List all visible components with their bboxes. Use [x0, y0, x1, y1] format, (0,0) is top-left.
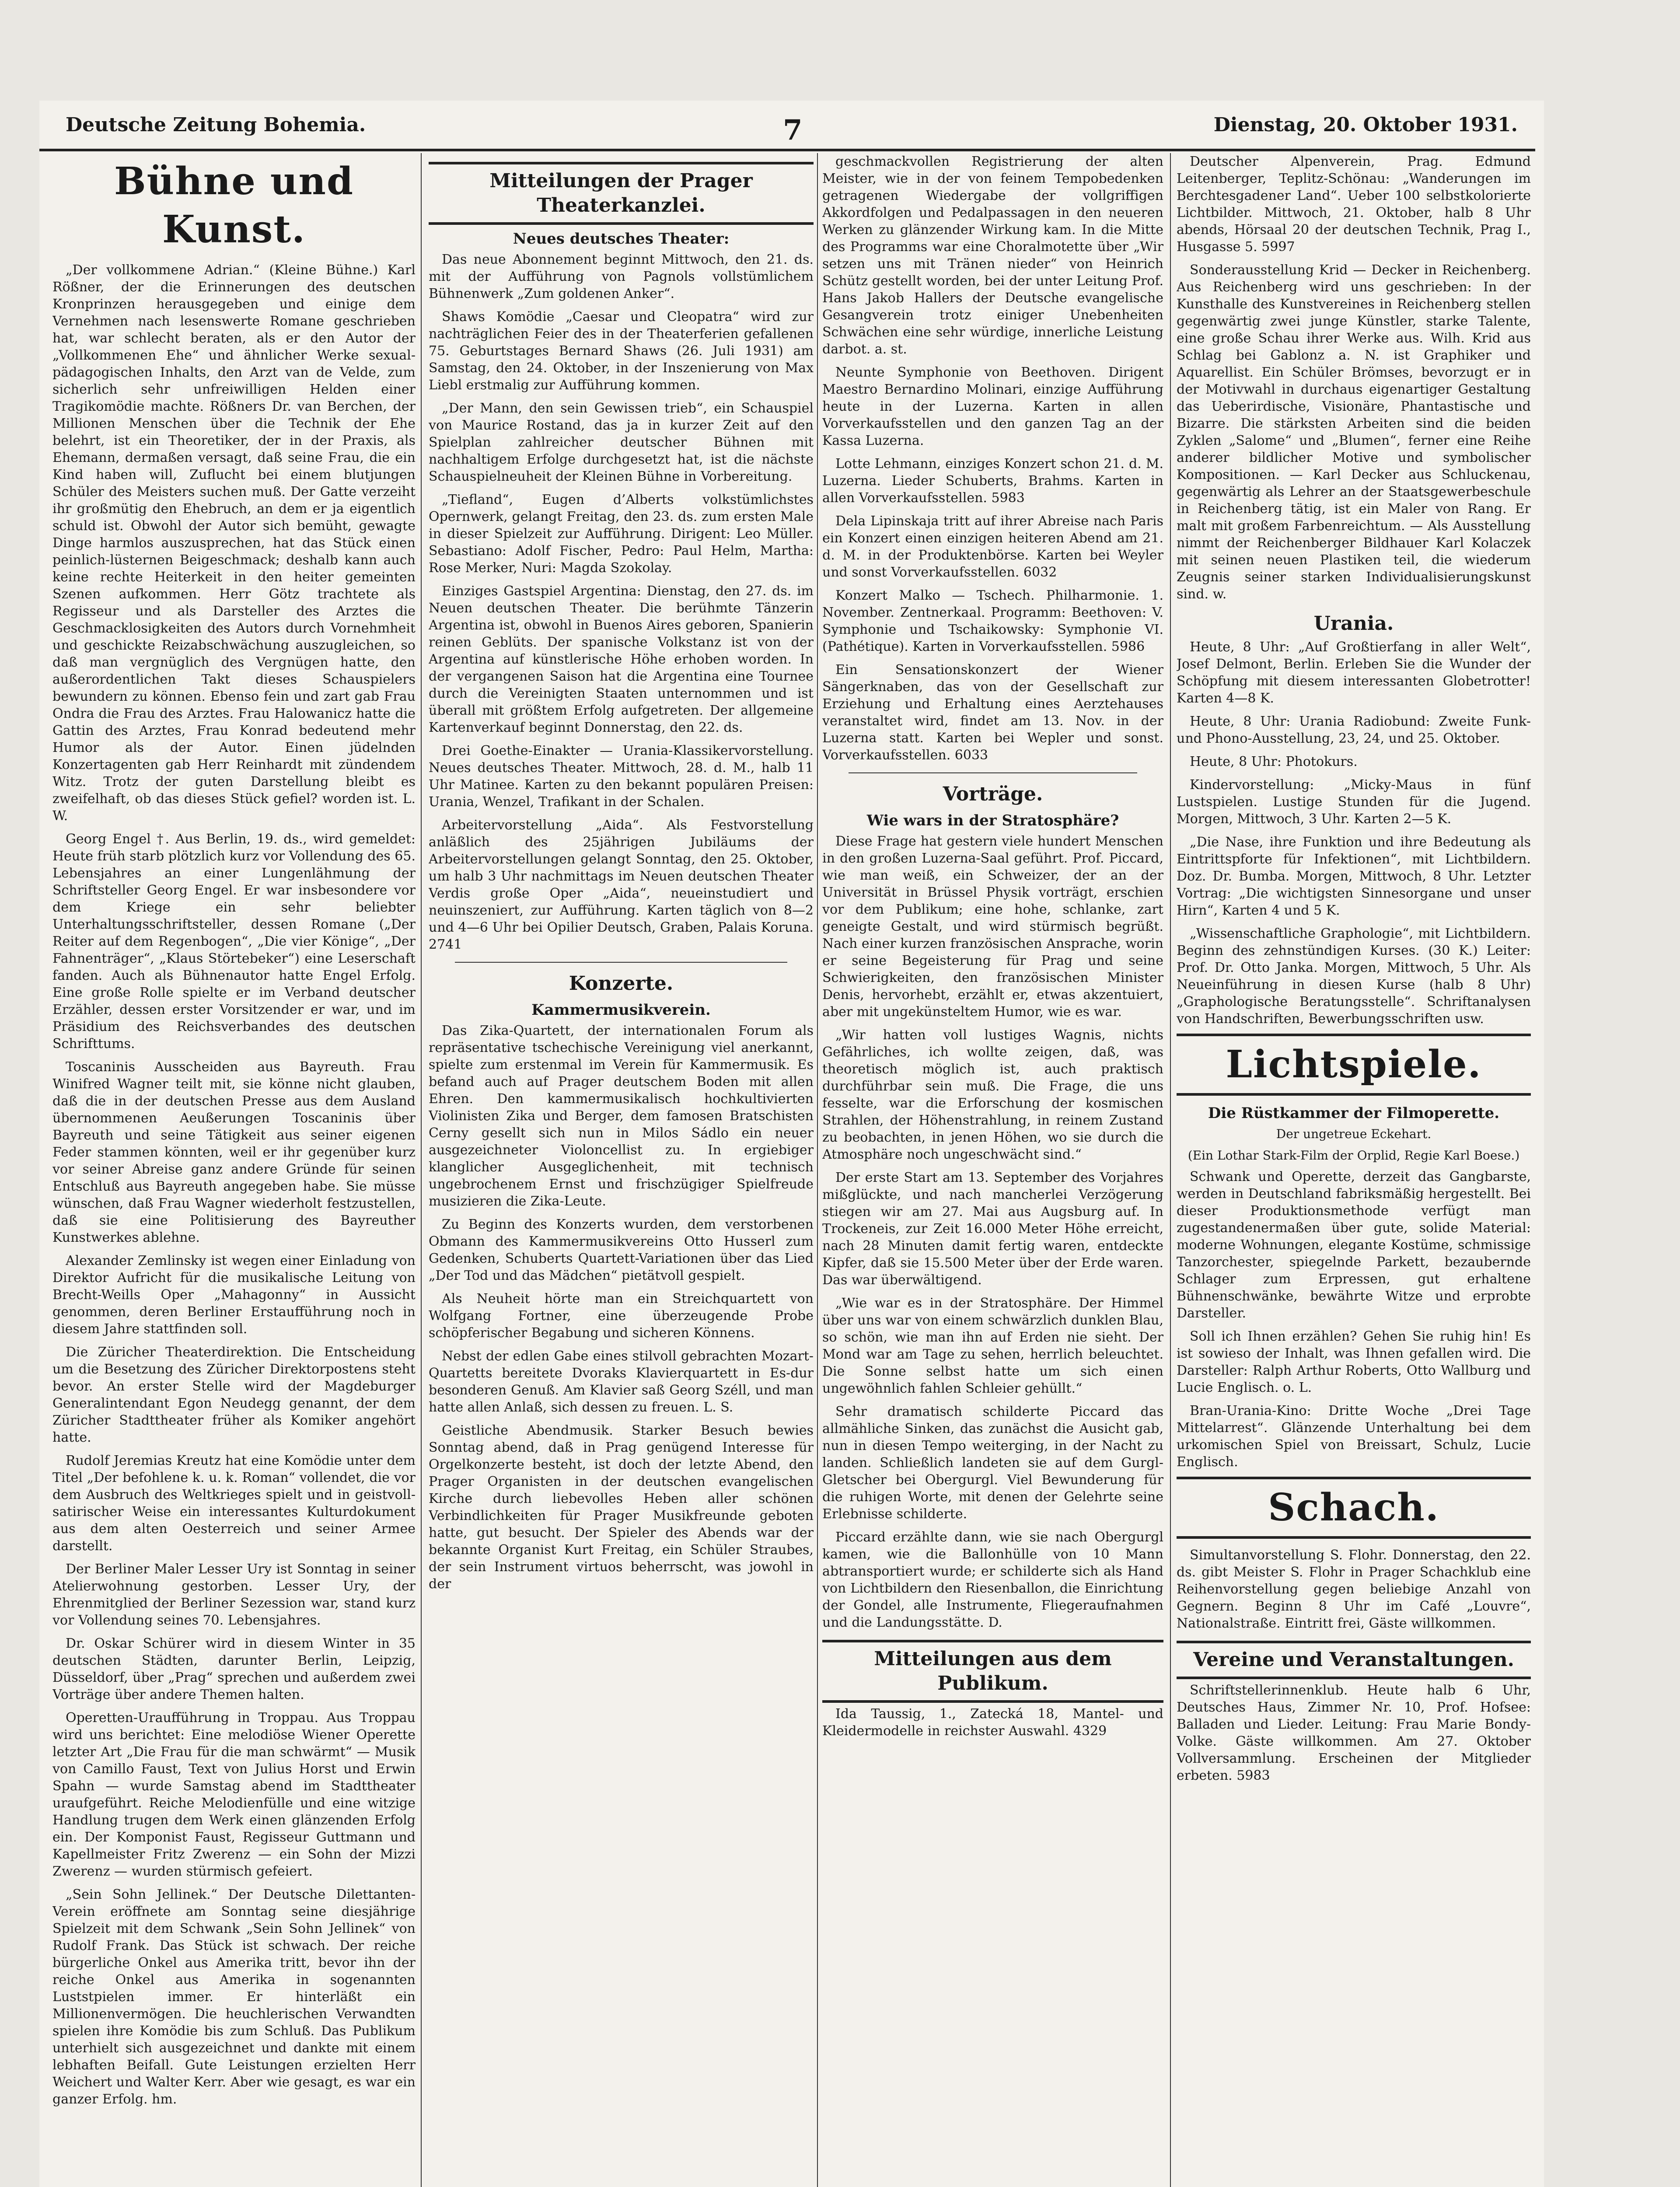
article-paragraph: „Sein Sohn Jellinek.“ Der Deutsche Dilettanten-Verein eröffnete am Sonntag seine diesjährige Spielzeit mit dem Schwank „Sein Sohn Jellinek“ von Rudolf Frank. Das Stück ist schwach. Der reiche bürgerliche Onkel aus Amerika tritt, bevor ihn der reiche Onkel aus Amerika in sogenannten Luststpielen immer. Er hinterläßt ein Millionenvermögen. Die heuchlerischen Verwandten spielen ihre Komödie bis zum Schluß. Das Publikum unterhielt sich ausgezeichnet und dankte mit einem lebhaften Beifall. Gute Leistungen erzielten Herr Weichert und Walter Kerr. Aber wie gesagt, es war ein ganzer Erfolg. hm.	[52, 1887, 416, 2107]
article-paragraph: Zu Beginn des Konzerts wurden, dem verstorbenen Obmann des Kammermusikvereins Otto Husserl zum Gedenken, Schuberts Quartett-Variationen über das Lied „Der Tod und das Mädchen“ pietätvoll gespielt.	[429, 1217, 814, 1283]
article-paragraph: Rudolf Jeremias Kreutz hat eine Komödie unter dem Titel „Der befohlene k. u. k. Roman“ vollendet, die vor dem Ausbruch des Weltkrieges spielt und in geistvoll-satirischer Weise ein interessantes Kulturdokument aus dem alten Oesterreich und seiner Armee darstellt.	[52, 1453, 416, 1554]
article-paragraph: Arbeitervorstellung „Aida“. Als Festvorstellung anläßlich des 25jährigen Jubiläums der Arbeitervorstellungen gelangt Sonntag, den 25. Oktober, um halb 3 Uhr nachmittags im Neuen deutschen Theater Verdis große Oper „Aida“, neueinstudiert und neuinszeniert, zur Aufführung. Karten täglich von 8—2 und 4—6 Uhr bei Opilier Deutsch, Graben, Palais Koruna. 2741	[429, 818, 814, 952]
column-1	[52, 153, 416, 2187]
section-title-schach: Schach.	[1177, 1477, 1531, 1539]
article-paragraph: Heute, 8 Uhr: Photokurs.	[1190, 754, 1358, 769]
column-rule	[421, 153, 422, 2187]
article-paragraph: Neunte Symphonie von Beethoven. Dirigent Maestro Bernardino Molinari, einzige Aufführung heute in der Luzerna. Karten in allen Vorverkaufsstellen und den ganzen Tag an der Kassa Luzerna.	[822, 365, 1163, 448]
article-paragraph: Dr. Oskar Schürer wird in diesem Winter in 35 deutschen Städten, darunter Berlin, Leipzig, Düsseldorf, über „Prag“ sprechen und außerdem zwei Vorträge über andere Themen halten.	[52, 1636, 416, 1702]
article-paragraph: Sehr dramatisch schilderte Piccard das allmähliche Sinken, das zunächst die Ausicht gab, nun in diesen Tempo weiterging, in der Nacht zu landen. Schließlich landeten sie auf dem Gurgl-Gletscher bei Obergurgl. Viel Bewunderung für die ruhigen Worte, mit denen der Gelehrte seine Erlebnisse schilderte.	[822, 1404, 1163, 1522]
article-stratosphaere	[822, 833, 1163, 1631]
articles-col2	[429, 251, 814, 953]
page-number: 7	[783, 114, 803, 147]
article-paragraph: Das Zika-Quartett, der internationalen Forum als repräsentative tschechische Vereinigung viel anerkannt, spielte zum erstenmal im Verein für Kammermusik. Es befand auch auf Prager deutschem Boden mit allen Ehren. Den kammermusikalisch hochkultivierten Violinisten Zika und Berger, dem famosen Bratschisten Cerny gesellt sich nun in Milos Sádlo ein neuer ausgezeichneter Violoncellist zu. In ergiebiger klanglicher Ausgeglichenheit, mit technisch ungebrochenem Ernst und frischzügiger Spielfreude musizieren die Zika-Leute.	[429, 1023, 814, 1209]
section-title-vortraege: Vorträge.	[943, 783, 1043, 805]
article-paragraph: Ein Sensationskonzert der Wiener Sängerknaben, das von der Gesellschaft zur Erziehung und Erhaltung eines Aerztehauses veranstaltet wird, findet am 13. Nov. in der Luzerna statt. Karten bei Wepler und sonst. Vorverkaufsstellen. 6033	[822, 662, 1163, 763]
article-paragraph: „Die Nase, ihre Funktion und ihre Bedeutung als Eintrittspforte für Infektionen“, mit Lichtbildern. Doz. Dr. Bumba. Morgen, Mittwoch, 8 Uhr. Letzter Vortrag: „Die wichtigsten Sinnesorgane und unser Hirn“, Karten 4 und 5 K.	[1177, 835, 1531, 918]
article-paragraph: Das neue Abonnement beginnt Mittwoch, den 21. ds. mit der Aufführung von Pagnols vollstümlichem Bühnenwerk „Zum goldenen Anker“.	[429, 252, 814, 301]
column-2	[429, 153, 814, 2187]
article-paragraph: Konzert Malko — Tschech. Philharmonie. 1. November. Zentnerkaal. Programm: Beethoven: V. Symphonie und Tschaikowsky: Symphonie VI. (Pathétique). Karten in Vorverkaufsstellen. 5986	[822, 588, 1163, 654]
articles-col1	[52, 262, 416, 2108]
article-paragraph: Der Berliner Maler Lesser Ury ist Sonntag in seiner Atelierwohnung gestorben. Lesser Ury, der Ehrenmitglied der Berliner Sezession war, stand kurz vor Vollendung seines 70. Lebensjahres.	[52, 1562, 416, 1628]
section-title-vereine: Vereine und Veranstaltungen.	[1177, 1641, 1531, 1679]
section-title-lichtspiele: Lichtspiele.	[1177, 1034, 1531, 1096]
article-paragraph: geschmackvollen Registrierung der alten Meister, wie in der von feinem Tempobedenken getragenen Wiedergabe der vollgriffigen Akkordfolgen und Pedalpassagen in den neueren Werken zu glänzender Wirkung kam. In die Mitte des Programms war eine Choralmotette über „Wir setzen uns mit Tränen nieder“ von Heinrich Schütz gestellt worden, bei der unter Leitung Prof. Hans Jakob Hallers der Deutsche evangelische Gesangverein trotz einiger Unebenheiten Schwächen eine sehr würdige, innerliche Leistung darbot. a. st.	[822, 154, 1163, 357]
section-title-buehne: Bühne und Kunst.	[114, 159, 354, 252]
article-paragraph: Kindervorstellung: „Micky-Maus in fünf Lustspielen. Lustige Stunden für die Jugend. Morgen, Mittwoch, 3 Uhr. Karten 2—5 K.	[1177, 777, 1531, 827]
article-paragraph: Dela Lipinskaja tritt auf ihrer Abreise nach Paris ein Konzert einen einzigen heiteren Abend am 21. d. M. in der Produktenbörse. Karten bei Weyler und sonst Vorverkaufsstellen. 6032	[822, 514, 1163, 580]
article-paragraph: „Wissenschaftliche Graphologie“, mit Lichtbildern. Beginn des zehnstündigen Kurses. (30 K.) Leiter: Prof. Dr. Otto Janka. Morgen, Mittwoch, 5 Uhr. Als Neueinführung in diesen Kurse (halb 8 Uhr) „Graphologische Beratungsstelle“. Schriftanalysen von Handschriften, Bewerbungsschriften usw.	[1177, 926, 1531, 1027]
column-4	[1177, 153, 1531, 2187]
newspaper-name: Deutsche Zeitung Bohemia.	[66, 114, 366, 136]
article-paragraph: Georg Engel †. Aus Berlin, 19. ds., wird gemeldet: Heute früh starb plötzlich kurz vor Vollendung des 65. Lebensjahres an einer Lungenlähmung der Schriftsteller Georg Engel. Er war insbesondere vor dem Kriege ein sehr beliebter Unterhaltungsschriftsteller, dessen Romane („Der Reiter auf dem Regenbogen“, „Die vier Könige“, „Der Fahnenträger“, „Klaus Störtebeker“) eine Leserschaft fanden. Auch als Bühnenautor hatte Engel Erfolg. Eine große Rolle spielte er im Verband deutscher Erzähler, dessen erster Vorsitzender er war, und im Präsidium des Reichsverbandes des deutschen Schrifttums.	[52, 831, 416, 1052]
headline-stratosphaere: Wie wars in der Stratosphäre?	[866, 812, 1119, 829]
section-title-theaterkanzlei: Mitteilungen der Prager Theaterkanzlei.	[429, 162, 814, 225]
article-paragraph: Einziges Gastspiel Argentina: Dienstag, den 27. ds. im Neuen deutschen Theater. Die berühmte Tänzerin Argentina ist, obwohl in Buenos Aires geboren, Spanierin reinen Geblüts. Der spanische Volkstanz ist von der Argentina auf künstlerische Höhe erhoben worden. In der vergangenen Saison hat die Argentina eine Tournee durch die Vereinigten Staaten unternommen und ist überall mit größtem Erfolg aufgetreten. Der allgemeine Kartenverkauf beginnt Donnerstag, den 22. ds.	[429, 583, 814, 735]
subheading-kammermusikverein: Kammermusikverein.	[531, 1001, 711, 1019]
article-paragraph: Schriftstellerinnenklub. Heute halb 6 Uhr, Deutsches Haus, Zimmer Nr. 10, Prof. Hofsee: Balladen und Lieder. Leitung: Frau Marie Bondy-Volke. Gäste willkommen. Am 27. Oktober Vollversammlung. Erscheinen der Mitglieder erbeten. 5983	[1177, 1683, 1531, 1783]
film-title: Der ungetreue Eckehart.	[1276, 1127, 1432, 1141]
article-paragraph: Drei Goethe-Einakter — Urania-Klassikervorstellung. Neues deutsches Theater. Mittwoch, 28. d. M., halb 11 Uhr Matinee. Karten zu den bekannt populären Preisen: Urania, Wenzel, Trafikant in der Schalen.	[429, 743, 814, 810]
article-paragraph: Sonderausstellung Krid — Decker in Reichenberg. Aus Reichenberg wird uns geschrieben: In der Kunsthalle des Kunstvereines in Reichenberg stellen gegenwärtig zwei junge Künstler, starke Talente, eine große Schau ihrer Werke aus. Wilh. Krid aus Schlag bei Gablonz a. N. ist Graphiker und Aquarellist. Ein Schüler Brömses, bevorzugt er in der Motivwahl in durchaus eigenartiger Gestaltung das Ueberirdische, Visionäre, Phantastische und Bizarre. Die stärksten Arbeiten sind die beiden Zyklen „Salome“ und „Blumen“, ferner eine Reihe anderer bildlicher Motive und symbolischer Kompositionen. — Karl Decker aus Schluckenau, gegenwärtig als Lehrer an der Staatsgewerbeschule in Reichenberg tätig, ist ein Maler von Rang. Er malt mit großem Farbenreichtum. — Als Ausstellung nimmt der Reichenberger Bildhauer Karl Kolaczek mit seinen neuen Plastiken teil, die wiederum Zeugnis seiner starken Individualisierungskunst sind. w.	[1177, 262, 1531, 602]
article-paragraph: Shaws Komödie „Caesar und Cleopatra“ wird zur nachträglichen Feier des in der Theaterferien gefallenen 75. Geburtstages Bernard Shaws (26. Juli 1931) am Samstag, den 24. Oktober, in der Inszenierung von Max Liebl erstmalig zur Aufführung kommen.	[429, 309, 814, 393]
article-paragraph: Alexander Zemlinsky ist wegen einer Einladung von Direktor Aufricht für die musikalische Leitung von Brecht-Weills Oper „Mahagonny“ in Aussicht genommen, deren Berliner Erstaufführung noch in diesem Jahre stattfinden soll.	[52, 1253, 416, 1337]
article-paragraph: „Tiefland“, Eugen d’Alberts volkstümlichstes Opernwerk, gelangt Freitag, den 23. ds. zum ersten Male in dieser Spielzeit zur Aufführung. Dirigent: Leo Müller. Sebastiano: Adolf Fischer, Pedro: Paul Helm, Martha: Rose Merker, Nuri: Magda Szokolay.	[429, 492, 814, 576]
article-paragraph: „Der Mann, den sein Gewissen trieb“, ein Schauspiel von Maurice Rostand, das ja in kurzer Zeit auf den Spielplan zahlreicher deutscher Bühnen mit nachhaltigem Erfolge durchgesetzt hat, ist die nächste Schauspielneuheit der Kleinen Bühne in Vorbereitung.	[429, 401, 814, 484]
column-3	[822, 153, 1163, 2187]
article-paragraph: Bran-Urania-Kino: Dritte Woche „Drei Tage Mittelarrest“. Glänzende Unterhaltung bei dem urkomischen Spiel von Breissart, Schulz, Lucie Englisch.	[1177, 1403, 1531, 1470]
articles-col4	[1177, 153, 1531, 603]
chess-notices	[1177, 1547, 1531, 1632]
article-paragraph: Toscaninis Ausscheiden aus Bayreuth. Frau Winifred Wagner teilt mit, sie könne nicht glauben, daß die in der deutschen Presse aus dem Ausland übernommenen Aeußerungen Toscaninis über Bayreuth und seine Tätigkeit aus seiner eigenen Feder stammen könnten, weil er ihr gegenüber kurz vor seiner Abreise ganz andere Gründe für seinen Entschluß aus Bayreuth angegeben habe. Sie müsse wünschen, daß Frau Wagner wiederholt festzustellen, daß sie eine Politisierung des Bayreuther Kunstwerkes ablehne.	[52, 1059, 416, 1245]
article-paragraph: Die Züricher Theaterdirektion. Die Entscheidung um die Besetzung des Züricher Direktorpostens steht bevor. An erster Stelle wird der Magdeburger Generalintendant Egon Neudegg genannt, der dem Züricher Stadttheater früher als Komiker angehört hatte.	[52, 1345, 416, 1445]
divider	[849, 772, 1137, 773]
masthead	[39, 109, 1535, 151]
article-paragraph: Der erste Start am 13. September des Vorjahres mißglückte, und nach mancherlei Verzögerung stiegen wir am 27. Mai aus Augsburg auf. In Trockeneis, zur Zeit 16.000 Meter Höhe erreicht, nach 28 Minuten damit fertig waren, entdeckte Kipfer, daß sie 15.500 Meter über der Erde waren. Das war überwältigend.	[822, 1170, 1163, 1288]
classified-notice: Ida Taussig, 1., Zatecká 18, Mantel- und Kleidermodelle in reichster Auswahl. 4329	[822, 1706, 1163, 1739]
headline-filmoperette: Die Rüstkammer der Filmoperette.	[1208, 1104, 1500, 1122]
article-paragraph: Nebst der edlen Gabe eines stilvoll gebrachten Mozart-Quartetts bereitete Dvoraks Klavierquartett in Es-dur besonderen Genuß. Am Klavier saß Georg Széll, und man hatte allen Anlaß, sich dessen zu freuen. L. S.	[429, 1349, 814, 1415]
article-paragraph: „Wir hatten voll lustiges Wagnis, nichts Gefährliches, ich wollte zeigen, daß, was theoretisch möglich ist, auch praktisch durchführbar sein muß. Die Frage, die uns fesselte, war die Erforschung der kosmischen Strahlen, der Höhenstrahlung, in reinem Zustand zu beobachten, in jenen Höhen, wo sie durch die Atmosphäre noch ungeschwächt sind.“	[822, 1027, 1163, 1162]
section-title-urania: Urania.	[1313, 612, 1394, 635]
article-paragraph: Operetten-Uraufführung in Troppau. Aus Troppau wird uns berichtet: Eine melodiöse Wiener Operette letzter Art „Die Frau für die man schwärmt“ — Musik von Camillo Faust, Text von Julius Horst und Erwin Spahn — wurde Samstag abend im Stadttheater uraufgeführt. Reiche Melodienfülle und eine witzige Handlung trugen dem Werk einen glänzenden Erfolg ein. Der Komponist Faust, Regisseur Guttmann und Kapellmeister Fritz Zwerenz — ein Sohn der Mizzi Zwerenz — wurden stürmisch gefeiert.	[52, 1710, 416, 1879]
section-title-mitteilungen-publikum: Mitteilungen aus dem Publikum.	[822, 1640, 1163, 1703]
article-paragraph: Heute, 8 Uhr: Urania Radiobund: Zweite Funk- und Phono-Ausstellung, 23, 24, und 25. Oktober.	[1177, 714, 1531, 746]
article-paragraph: Geistliche Abendmusik. Starker Besuch bewies Sonntag abend, daß in Prag genügend Interesse für Orgelkonzerte besteht, ist doch der letzte Abend, den Prager Organisten in der deutschen evangelischen Kirche durch liebevolles Heben aller schönen Verbindlichkeiten für Prager Musikfreunde geboten hatte, gut besucht. Der Spieler des Abends war der bekannte Organist Kurt Freitag, ein Schüler Straubes, der sein Instrument virtuos beherrscht, was jowohl in der	[429, 1423, 814, 1592]
article-paragraph: Piccard erzählte dann, wie sie nach Obergurgl kamen, wie die Ballonhülle von 10 Mann abtransportiert wurde; er schilderte sich als Hand von Lichtbildern den Riesenballon, die Einrichtung der Gondel, alle Instrumente, Fliegeraufnahmen und die Landungsstätte. D.	[822, 1530, 1163, 1630]
articles-col3	[822, 153, 1163, 764]
club-notices	[1177, 1682, 1531, 1784]
section-title-konzerte: Konzerte.	[569, 972, 674, 995]
article-paragraph: Als Neuheit hörte man ein Streichquartett von Wolfgang Fortner, eine überzeugende Probe schöpferischer Begabung und sicheren Könnens.	[429, 1291, 814, 1341]
film-credits: (Ein Lothar Stark-Film der Orplid, Regie Karl Boese.)	[1188, 1148, 1520, 1163]
article-paragraph: Deutscher Alpenverein, Prag. Edmund Leitenberger, Teplitz-Schönau: „Wanderungen im Berchtesgadener Land“. Ueber 100 selbstkolorierte Lichtbilder. Mittwoch, 21. Oktober, halb 8 Uhr abends, Hörsaal 20 der deutschen Technik, Prag I., Husgasse 5. 5997	[1177, 154, 1531, 255]
column-rule	[817, 153, 818, 2187]
column-rule	[1170, 153, 1171, 2187]
article-paragraph: Heute, 8 Uhr: „Auf Großtierfang in aller Welt“, Josef Delmont, Berlin. Erleben Sie die Wunder der Schöpfung mit diesem interessanten Globetrotter! Karten 4—8 K.	[1177, 639, 1531, 706]
article-paragraph: Simultanvorstellung S. Flohr. Donnerstag, den 22. ds. gibt Meister S. Flohr in Prager Schachklub eine Reihenvorstellung gegen beliebige Anzahl von Gegnern. Beginn 8 Uhr im Café „Louvre“, Nationalstraße. Eintritt frei, Gäste willkommen.	[1177, 1548, 1531, 1631]
article-paragraph: Soll ich Ihnen erzählen? Gehen Sie ruhig hin! Es ist sowieso der Inhalt, was Ihnen gefallen wird. Die Darsteller: Ralph Arthur Roberts, Otto Wallburg und Lucie Englisch. o. L.	[1177, 1329, 1531, 1395]
urania-listings	[1177, 639, 1531, 1027]
article-paragraph: Diese Frage hat gestern viele hundert Menschen in den großen Luzerna-Saal geführt. Prof. Piccard, wie man weiß, ein Schweizer, der an der Universität in Brüssel Physik vorträgt, erschien vor dem Publikum; eine hohe, schlanke, zart geneigte Gestalt, und wird stürmisch begrüßt. Nach einer kurzen französischen Ansprache, worin er seine Begeisterung für Prag und seine Schwierigkeiten, den französischen Minister Denis, hervorhebt, erzählt er, etwas akzentuiert, aber mit ungekünsteltem Humor, wie es war.	[822, 834, 1163, 1020]
article-paragraph: Schwank und Operette, derzeit das Gangbarste, werden in Deutschland fabriksmäßig hergestellt. Bei dieser Produktionsmethode verfügt man zugestandenermaßen über gute, solide Material: moderne Wohnungen, elegante Kostüme, schmissige Tanzorchester, spiegelnde Parkett, bezaubernde Schlager zum Erpressen, gut erhaltene Bühnenschwänke, bewährte Witze und erprobte Darsteller.	[1177, 1169, 1531, 1321]
articles-concerts	[429, 1022, 814, 1593]
subheading-neues-theater: Neues deutsches Theater:	[513, 230, 730, 248]
article-paragraph: „Der vollkommene Adrian.“ (Kleine Bühne.) Karl Rößner, der die Erinnerungen des deutschen Kronprinzen herausgegeben und einige dem Vernehmen nach lesenswerte Romane geschrieben hat, war schlecht beraten, als er den Autor der „Vollkommenen Ehe“ und ähnlicher Werke sexual-pädagogischen Inhalts, den Arzt van de Velde, zum sicherlich sehr unfreiwilligen Helden einer Tragikomödie machte. Rößners Dr. van Berchen, der Millionen Menschen über die Technik der Ehe belehrt, ist ein Theoretiker, der in der Praxis, als Ehemann, dermaßen versagt, daß seine Frau, die ein Kind haben will, Zuflucht bei einem blutjungen Schüler des Meisters suchen muß. Der Gatte verzeiht ihr großmütig den Ehebruch, an dem er ja eigentlich schuld ist. Obwohl der Autor sich bemüht, gewagte Dinge harmlos auszusprechen, hat das Stück einen peinlich-lüsternen Beigeschmack; deshalb kann auch keine rechte Heiterkeit in den heiter gemeinten Szenen aufkommen. Herr Götz trachtete als Regisseur und als Darsteller des Arztes die Geschmacklosigkeiten des Autors durch Vornehmheit und geschickte Reizabschwächung auszugleichen, so daß man vergnüglich des Vergnügen hatte, den außerordentlichen Takt dieses Schauspielers bewundern zu können. Ebenso fein und zart gab Frau Ondra die Frau des Arztes. Frau Halowanicz hatte die Gattin des Arztes, Frau Konrad bedeutend mehr Humor als der Autor. Einen jüdelnden Konzertagenten gab Herr Reinhardt mit zündendem Witz. Trotz der guten Darstellung bleibt es zweifelhaft, ob das dieses Stück gefiel? worden ist. L. W.	[52, 262, 416, 824]
article-paragraph: „Wie war es in der Stratosphäre. Der Himmel über uns war von einem schwärzlich dunklen Blau, so schön, wie man ihn auf Erden nie sieht. Der Mond war am Tage zu sehen, herrlich beleuchtet. Die Sonne selbst hatte um sich einen ungewöhnlich fahlen Schleier gehüllt.“	[822, 1296, 1163, 1396]
film-review	[1177, 1168, 1531, 1471]
divider	[455, 962, 787, 963]
article-paragraph: Lotte Lehmann, einziges Konzert schon 21. d. M. Luzerna. Lieder Schuberts, Brahms. Karten in allen Vorverkaufsstellen. 5983	[822, 456, 1163, 506]
issue-date: Dienstag, 20. Oktober 1931.	[1213, 114, 1518, 136]
